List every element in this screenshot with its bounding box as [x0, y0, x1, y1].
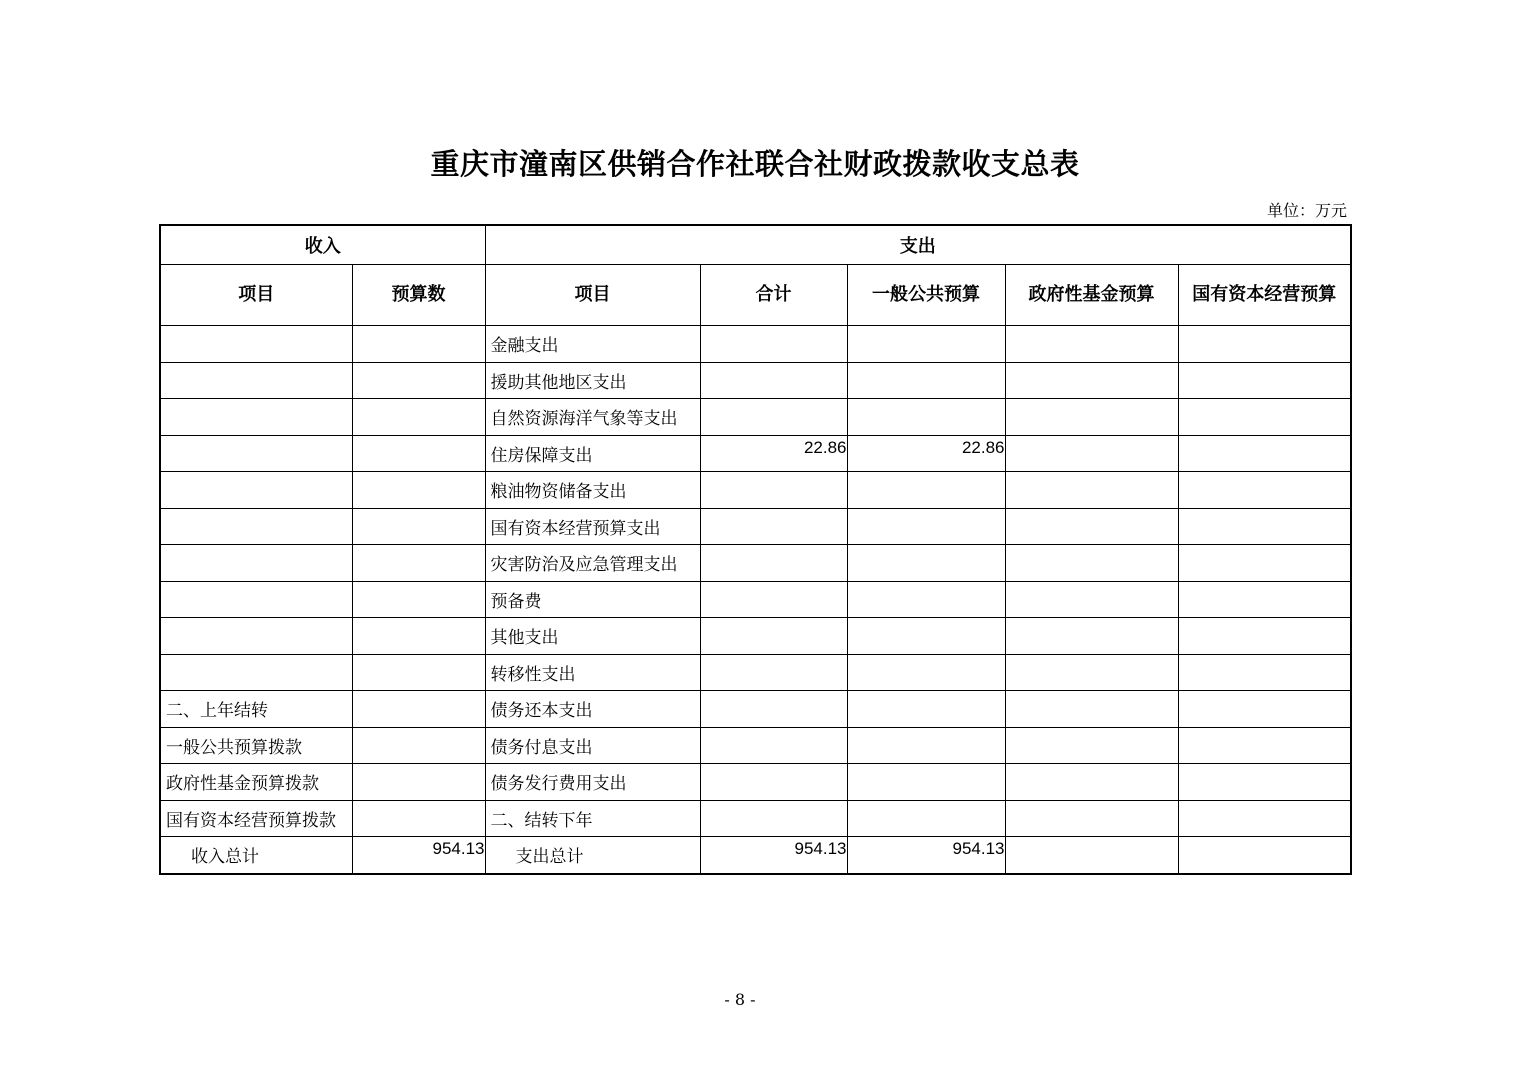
fund-amount	[1005, 472, 1178, 509]
income-amount	[352, 727, 485, 764]
income-item	[160, 399, 352, 436]
income-item	[160, 545, 352, 582]
table-row	[160, 326, 1351, 363]
col-total: 合计	[700, 265, 847, 326]
income-item	[160, 326, 352, 363]
expenditure-item: 灾害防治及应急管理支出	[485, 545, 700, 582]
col-general-budget: 一般公共预算	[847, 265, 1005, 326]
state-amount	[1178, 691, 1351, 728]
fund-amount	[1005, 399, 1178, 436]
income-amount	[352, 326, 485, 363]
income-amount	[352, 435, 485, 472]
total-amount	[700, 654, 847, 691]
general-amount	[847, 581, 1005, 618]
expenditure-item: 其他支出	[485, 618, 700, 655]
income-amount	[352, 654, 485, 691]
total-amount	[700, 472, 847, 509]
expenditure-item: 援助其他地区支出	[485, 362, 700, 399]
state-amount	[1178, 800, 1351, 837]
general-amount	[847, 362, 1005, 399]
state-amount	[1178, 581, 1351, 618]
state-amount	[1178, 545, 1351, 582]
general-amount	[847, 545, 1005, 582]
fund-amount	[1005, 727, 1178, 764]
fund-amount	[1005, 618, 1178, 655]
expenditure-total-amount: 954.13	[700, 837, 847, 874]
expenditure-group-header: 支出	[485, 225, 1351, 265]
income-amount	[352, 472, 485, 509]
fund-amount	[1005, 508, 1178, 545]
state-total-amount	[1178, 837, 1351, 874]
table-row	[160, 508, 1351, 545]
group-header-row	[160, 225, 1351, 265]
column-header-row	[160, 265, 1351, 326]
income-item	[160, 472, 352, 509]
page-number: - 8 -	[724, 990, 756, 1009]
fund-amount	[1005, 764, 1178, 801]
general-amount	[847, 800, 1005, 837]
income-item	[160, 618, 352, 655]
total-amount	[700, 362, 847, 399]
state-amount	[1178, 508, 1351, 545]
total-amount	[700, 727, 847, 764]
total-amount	[700, 399, 847, 436]
fund-amount	[1005, 545, 1178, 582]
state-amount	[1178, 618, 1351, 655]
expenditure-item: 金融支出	[485, 326, 700, 363]
fund-amount	[1005, 654, 1178, 691]
general-amount	[847, 764, 1005, 801]
fund-amount	[1005, 800, 1178, 837]
general-amount	[847, 399, 1005, 436]
state-amount	[1178, 727, 1351, 764]
table-row	[160, 764, 1351, 801]
income-total-label: 收入总计	[160, 837, 352, 874]
income-amount	[352, 399, 485, 436]
total-amount	[700, 618, 847, 655]
expenditure-item: 粮油物资储备支出	[485, 472, 700, 509]
unit-label: 单位：万元	[1266, 201, 1347, 220]
totals-row	[160, 837, 1351, 874]
col-income-budget: 预算数	[352, 265, 485, 326]
income-amount	[352, 800, 485, 837]
income-item	[160, 581, 352, 618]
income-amount	[352, 764, 485, 801]
income-total-amount: 954.13	[352, 837, 485, 874]
general-amount: 22.86	[847, 435, 1005, 472]
budget-summary-table	[159, 224, 1352, 875]
table-row	[160, 691, 1351, 728]
table-row	[160, 472, 1351, 509]
state-amount	[1178, 654, 1351, 691]
table-row	[160, 581, 1351, 618]
general-amount	[847, 691, 1005, 728]
expenditure-item: 债务付息支出	[485, 727, 700, 764]
table-row	[160, 800, 1351, 837]
general-amount	[847, 654, 1005, 691]
income-amount	[352, 618, 485, 655]
state-amount	[1178, 435, 1351, 472]
fund-total-amount	[1005, 837, 1178, 874]
table-row	[160, 618, 1351, 655]
col-fund-budget: 政府性基金预算	[1005, 265, 1178, 326]
expenditure-item: 自然资源海洋气象等支出	[485, 399, 700, 436]
fund-amount	[1005, 691, 1178, 728]
table-row	[160, 435, 1351, 472]
income-item	[160, 508, 352, 545]
income-item: 一般公共预算拨款	[160, 727, 352, 764]
col-expenditure-item: 项目	[485, 265, 700, 326]
state-amount	[1178, 764, 1351, 801]
income-item: 二、上年结转	[160, 691, 352, 728]
table-row	[160, 727, 1351, 764]
general-amount	[847, 618, 1005, 655]
table-row	[160, 362, 1351, 399]
expenditure-item: 住房保障支出	[485, 435, 700, 472]
state-amount	[1178, 362, 1351, 399]
expenditure-item: 债务还本支出	[485, 691, 700, 728]
col-income-item: 项目	[160, 265, 352, 326]
income-item	[160, 435, 352, 472]
general-amount	[847, 508, 1005, 545]
general-amount	[847, 326, 1005, 363]
state-amount	[1178, 472, 1351, 509]
income-item: 国有资本经营预算拨款	[160, 800, 352, 837]
total-amount	[700, 326, 847, 363]
state-amount	[1178, 399, 1351, 436]
expenditure-total-label: 支出总计	[485, 837, 700, 874]
income-amount	[352, 545, 485, 582]
table-row	[160, 399, 1351, 436]
income-item	[160, 362, 352, 399]
total-amount	[700, 581, 847, 618]
total-amount	[700, 764, 847, 801]
document-title: 重庆市潼南区供销合作社联合社财政拨款收支总表	[430, 147, 1080, 181]
fund-amount	[1005, 326, 1178, 363]
fund-amount	[1005, 362, 1178, 399]
general-amount	[847, 472, 1005, 509]
expenditure-item: 国有资本经营预算支出	[485, 508, 700, 545]
total-amount	[700, 508, 847, 545]
income-amount	[352, 362, 485, 399]
general-total-amount: 954.13	[847, 837, 1005, 874]
state-amount	[1178, 326, 1351, 363]
expenditure-item: 预备费	[485, 581, 700, 618]
income-item	[160, 654, 352, 691]
income-amount	[352, 508, 485, 545]
expenditure-item: 债务发行费用支出	[485, 764, 700, 801]
total-amount	[700, 545, 847, 582]
income-amount	[352, 581, 485, 618]
expenditure-item: 转移性支出	[485, 654, 700, 691]
income-item: 政府性基金预算拨款	[160, 764, 352, 801]
income-amount	[352, 691, 485, 728]
total-amount: 22.86	[700, 435, 847, 472]
fund-amount	[1005, 581, 1178, 618]
income-group-header: 收入	[160, 225, 485, 265]
expenditure-item: 二、结转下年	[485, 800, 700, 837]
col-state-capital-budget: 国有资本经营预算	[1178, 265, 1351, 326]
total-amount	[700, 800, 847, 837]
total-amount	[700, 691, 847, 728]
table-row	[160, 654, 1351, 691]
fund-amount	[1005, 435, 1178, 472]
general-amount	[847, 727, 1005, 764]
table-row	[160, 545, 1351, 582]
